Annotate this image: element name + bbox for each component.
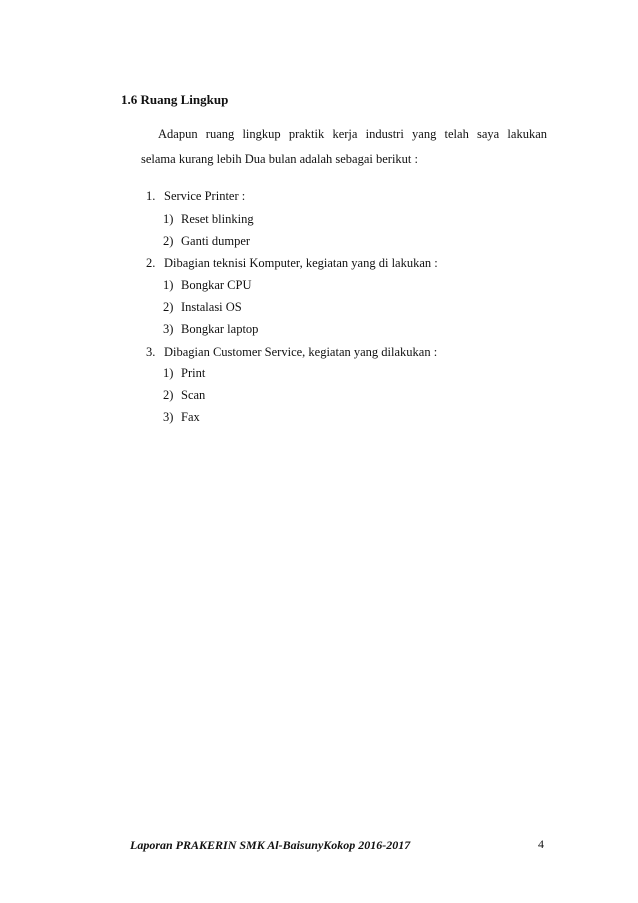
list-item-number: 2. (146, 256, 156, 270)
sub-item-label: Print (181, 366, 206, 380)
sub-item-label: Bongkar CPU (181, 278, 252, 292)
sub-item-number: 1) (163, 278, 174, 292)
sub-item-number: 2) (163, 234, 174, 248)
list-item-label: Dibagian Customer Service, kegiatan yang dilakukan : (164, 345, 438, 359)
sub-item-label: Reset blinking (181, 212, 254, 226)
sub-item-1-2 (163, 234, 250, 249)
sub-item-number: 3) (163, 410, 174, 424)
footer-text: Laporan PRAKERIN SMK Al-BaisunyKokop 2016-2017 (130, 838, 411, 852)
list-item-number: 1. (146, 189, 156, 203)
sub-item-number: 2) (163, 300, 174, 314)
list-item-1 (146, 189, 245, 204)
list-item-2 (146, 256, 438, 271)
sub-item-3-2 (163, 388, 205, 403)
list-item-number: 3. (146, 345, 156, 359)
sub-item-number: 2) (163, 388, 174, 402)
sub-item-1-1 (163, 212, 254, 227)
list-item-3 (146, 345, 437, 360)
sub-item-label: Ganti dumper (181, 234, 251, 248)
paragraph-line-1: Adapun ruang lingkup praktik kerja industri yang telah saya lakukan (158, 127, 547, 141)
sub-item-label: Fax (181, 410, 200, 424)
sub-item-number: 3) (163, 322, 174, 336)
sub-item-number: 1) (163, 366, 174, 380)
sub-item-2-3 (163, 322, 258, 337)
sub-item-2-1 (163, 278, 252, 293)
sub-item-3-3 (163, 410, 200, 425)
list-item-label: Dibagian teknisi Komputer, kegiatan yang di lakukan : (164, 256, 438, 270)
sub-item-3-1 (163, 366, 205, 381)
paragraph-line-2: selama kurang lebih Dua bulan adalah sebagai berikut : (141, 152, 418, 166)
list-item-label: Service Printer : (164, 189, 246, 203)
sub-item-2-2 (163, 300, 242, 315)
page-number: 4 (538, 837, 544, 851)
sub-item-label: Bongkar laptop (181, 322, 259, 336)
section-heading: 1.6 Ruang Lingkup (121, 92, 229, 107)
sub-item-number: 1) (163, 212, 174, 226)
sub-item-label: Instalasi OS (181, 300, 242, 314)
sub-item-label: Scan (181, 388, 206, 402)
